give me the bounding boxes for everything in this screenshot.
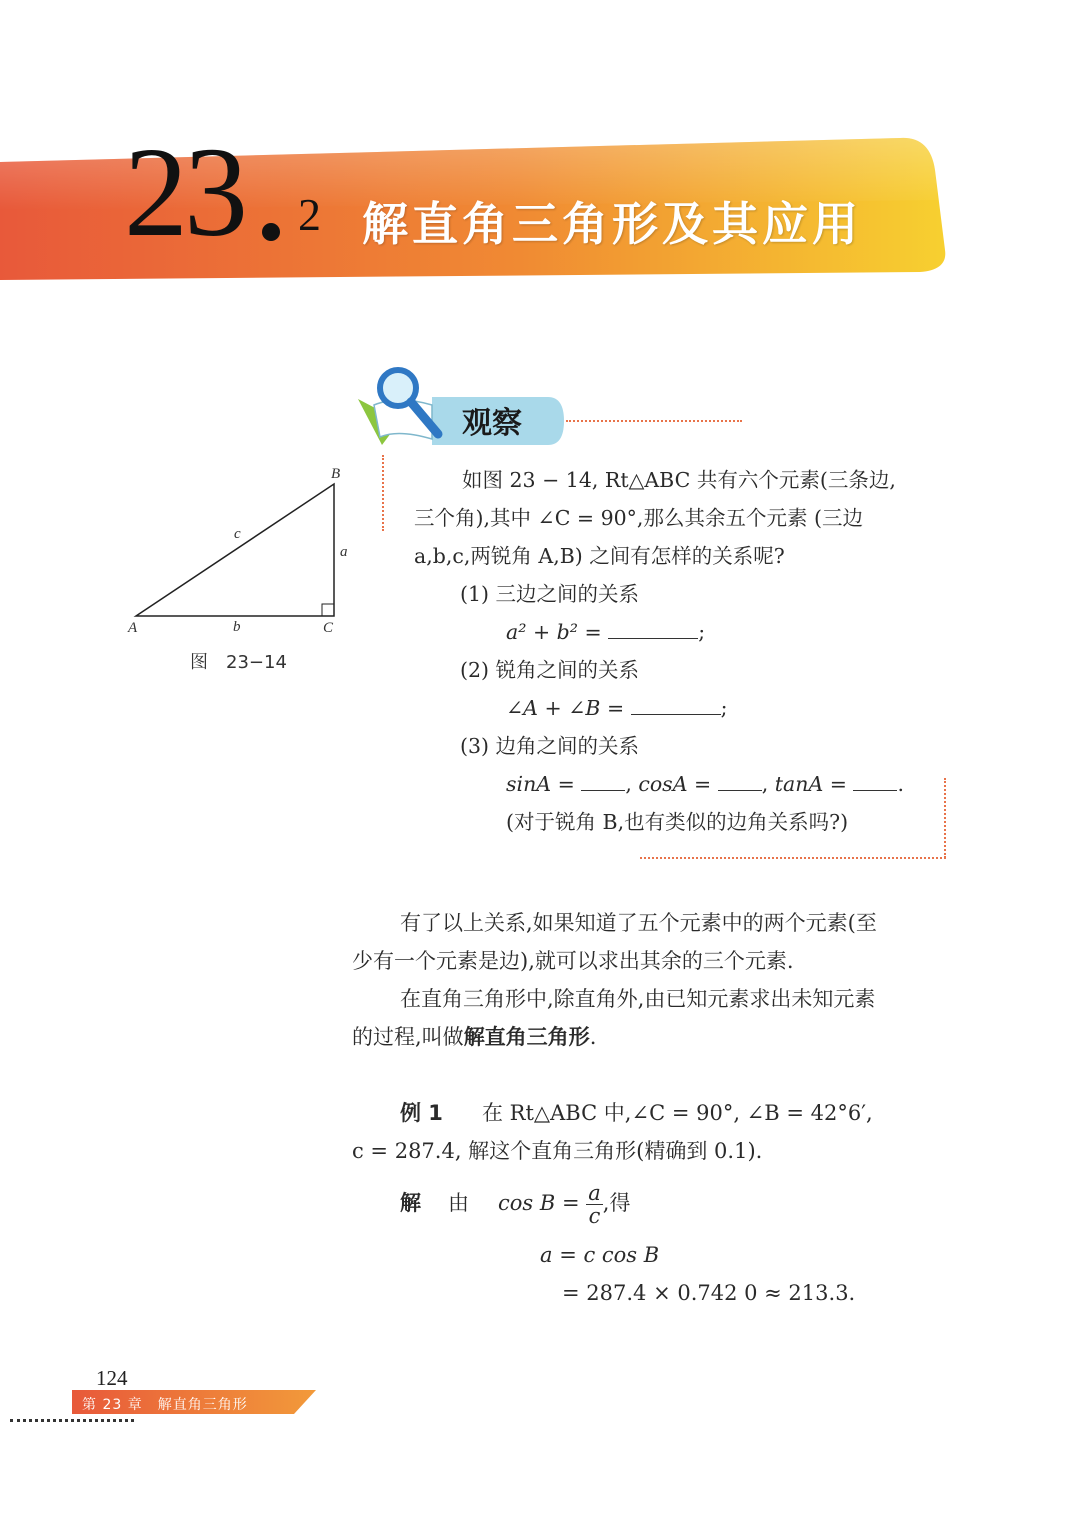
triangle-figure [120,460,360,640]
item-2-label: (2) 锐角之间的关系 [460,658,640,682]
solution-by: 由 [448,1191,469,1215]
definition-term: 解直角三角形 [463,1025,590,1049]
item-1-label: (1) 三边之间的关系 [460,582,640,606]
example-label [400,1094,443,1132]
vertex-label-c: C [323,620,334,636]
solution-word: 解 [400,1191,421,1215]
fraction-denominator: c [588,1204,601,1228]
section-sub-number: 2 [298,189,321,240]
get-text: ,得 [602,1191,631,1215]
item-2-formula: ∠A + ∠B = [506,696,625,720]
figure-caption: 图 23−14 [190,652,287,673]
dashed-line-top [566,420,742,422]
solution-label [400,1184,421,1222]
example-number: 例 1 [400,1101,443,1125]
vertex-label-b: B [331,466,341,482]
observe-line-3: a,b,c,两锐角 A,B) 之间有怎样的关系呢? [414,544,785,568]
item-1-blank [608,618,698,639]
tan-formula: tanA = [774,772,847,796]
cos-b-expression: cos B = [498,1191,580,1215]
paragraph-1-line-2: 少有一个元素是边),就可以求出其余的三个元素. [352,949,794,973]
dashed-line-bottom [640,857,946,859]
item-1-formula: a² + b² = [506,620,602,644]
fraction-a-over-c [586,1182,603,1227]
cos-blank [718,770,762,791]
section-title: 解直角三角形及其应用 [362,197,862,251]
paragraph-2-text-a: 的过程,叫做 [352,1025,464,1049]
tan-blank [853,770,897,791]
observe-line-1: 如图 23 − 14, Rt△ABC 共有六个元素(三条边, [462,468,896,492]
side-label-b: b [233,619,241,635]
section-chapter-number: 23 [124,121,244,263]
example-line-1: 在 Rt△ABC 中,∠C = 90°, ∠B = 42°6′, [482,1101,873,1125]
solution-equation-1: a = c cos B [540,1243,660,1267]
section-dot [262,223,280,241]
paragraph-2-line-2 [352,1018,596,1056]
magnifier-icon [370,364,450,442]
dashed-line-right [944,778,946,858]
solution-equation-2: = 287.4 × 0.742 0 ≈ 213.3. [562,1281,856,1305]
sin-formula: sinA = [506,772,575,796]
paragraph-1-line-1: 有了以上关系,如果知道了五个元素中的两个元素(至 [400,911,877,935]
sin-blank [581,770,625,791]
item-3-label: (3) 边角之间的关系 [460,734,640,758]
dashed-line-left [382,455,384,531]
fraction-numerator: a [588,1181,601,1205]
side-label-a: a [340,544,348,560]
item-1-formula-row: a² + b² = ; [506,620,706,644]
page-number: 124 [96,1366,128,1390]
item-3-question: (对于锐角 B,也有类似的边角关系吗?) [506,810,849,834]
side-label-c: c [234,526,241,542]
observe-label: 观察 [462,406,522,441]
example-line-2: c = 287.4, 解这个直角三角形(精确到 0.1). [352,1139,763,1163]
item-3-formula-row: sinA = , cosA = , tanA = . [506,772,905,796]
item-2-blank [631,694,721,715]
cos-formula: cosA = [638,772,712,796]
item-2-formula-row: ∠A + ∠B = ; [506,696,728,720]
footer-chapter-label: 第 23 章 解直角三角形 [82,1397,248,1413]
solution-line-1 [498,1176,630,1230]
footer-dotted-line [10,1419,134,1422]
paragraph-2-text-b: . [589,1025,597,1049]
vertex-label-a: A [128,620,138,636]
observe-line-2: 三个角),其中 ∠C = 90°,那么其余五个元素 (三边 [414,506,863,530]
paragraph-2-line-1: 在直角三角形中,除直角外,由已知元素求出未知元素 [400,987,876,1011]
